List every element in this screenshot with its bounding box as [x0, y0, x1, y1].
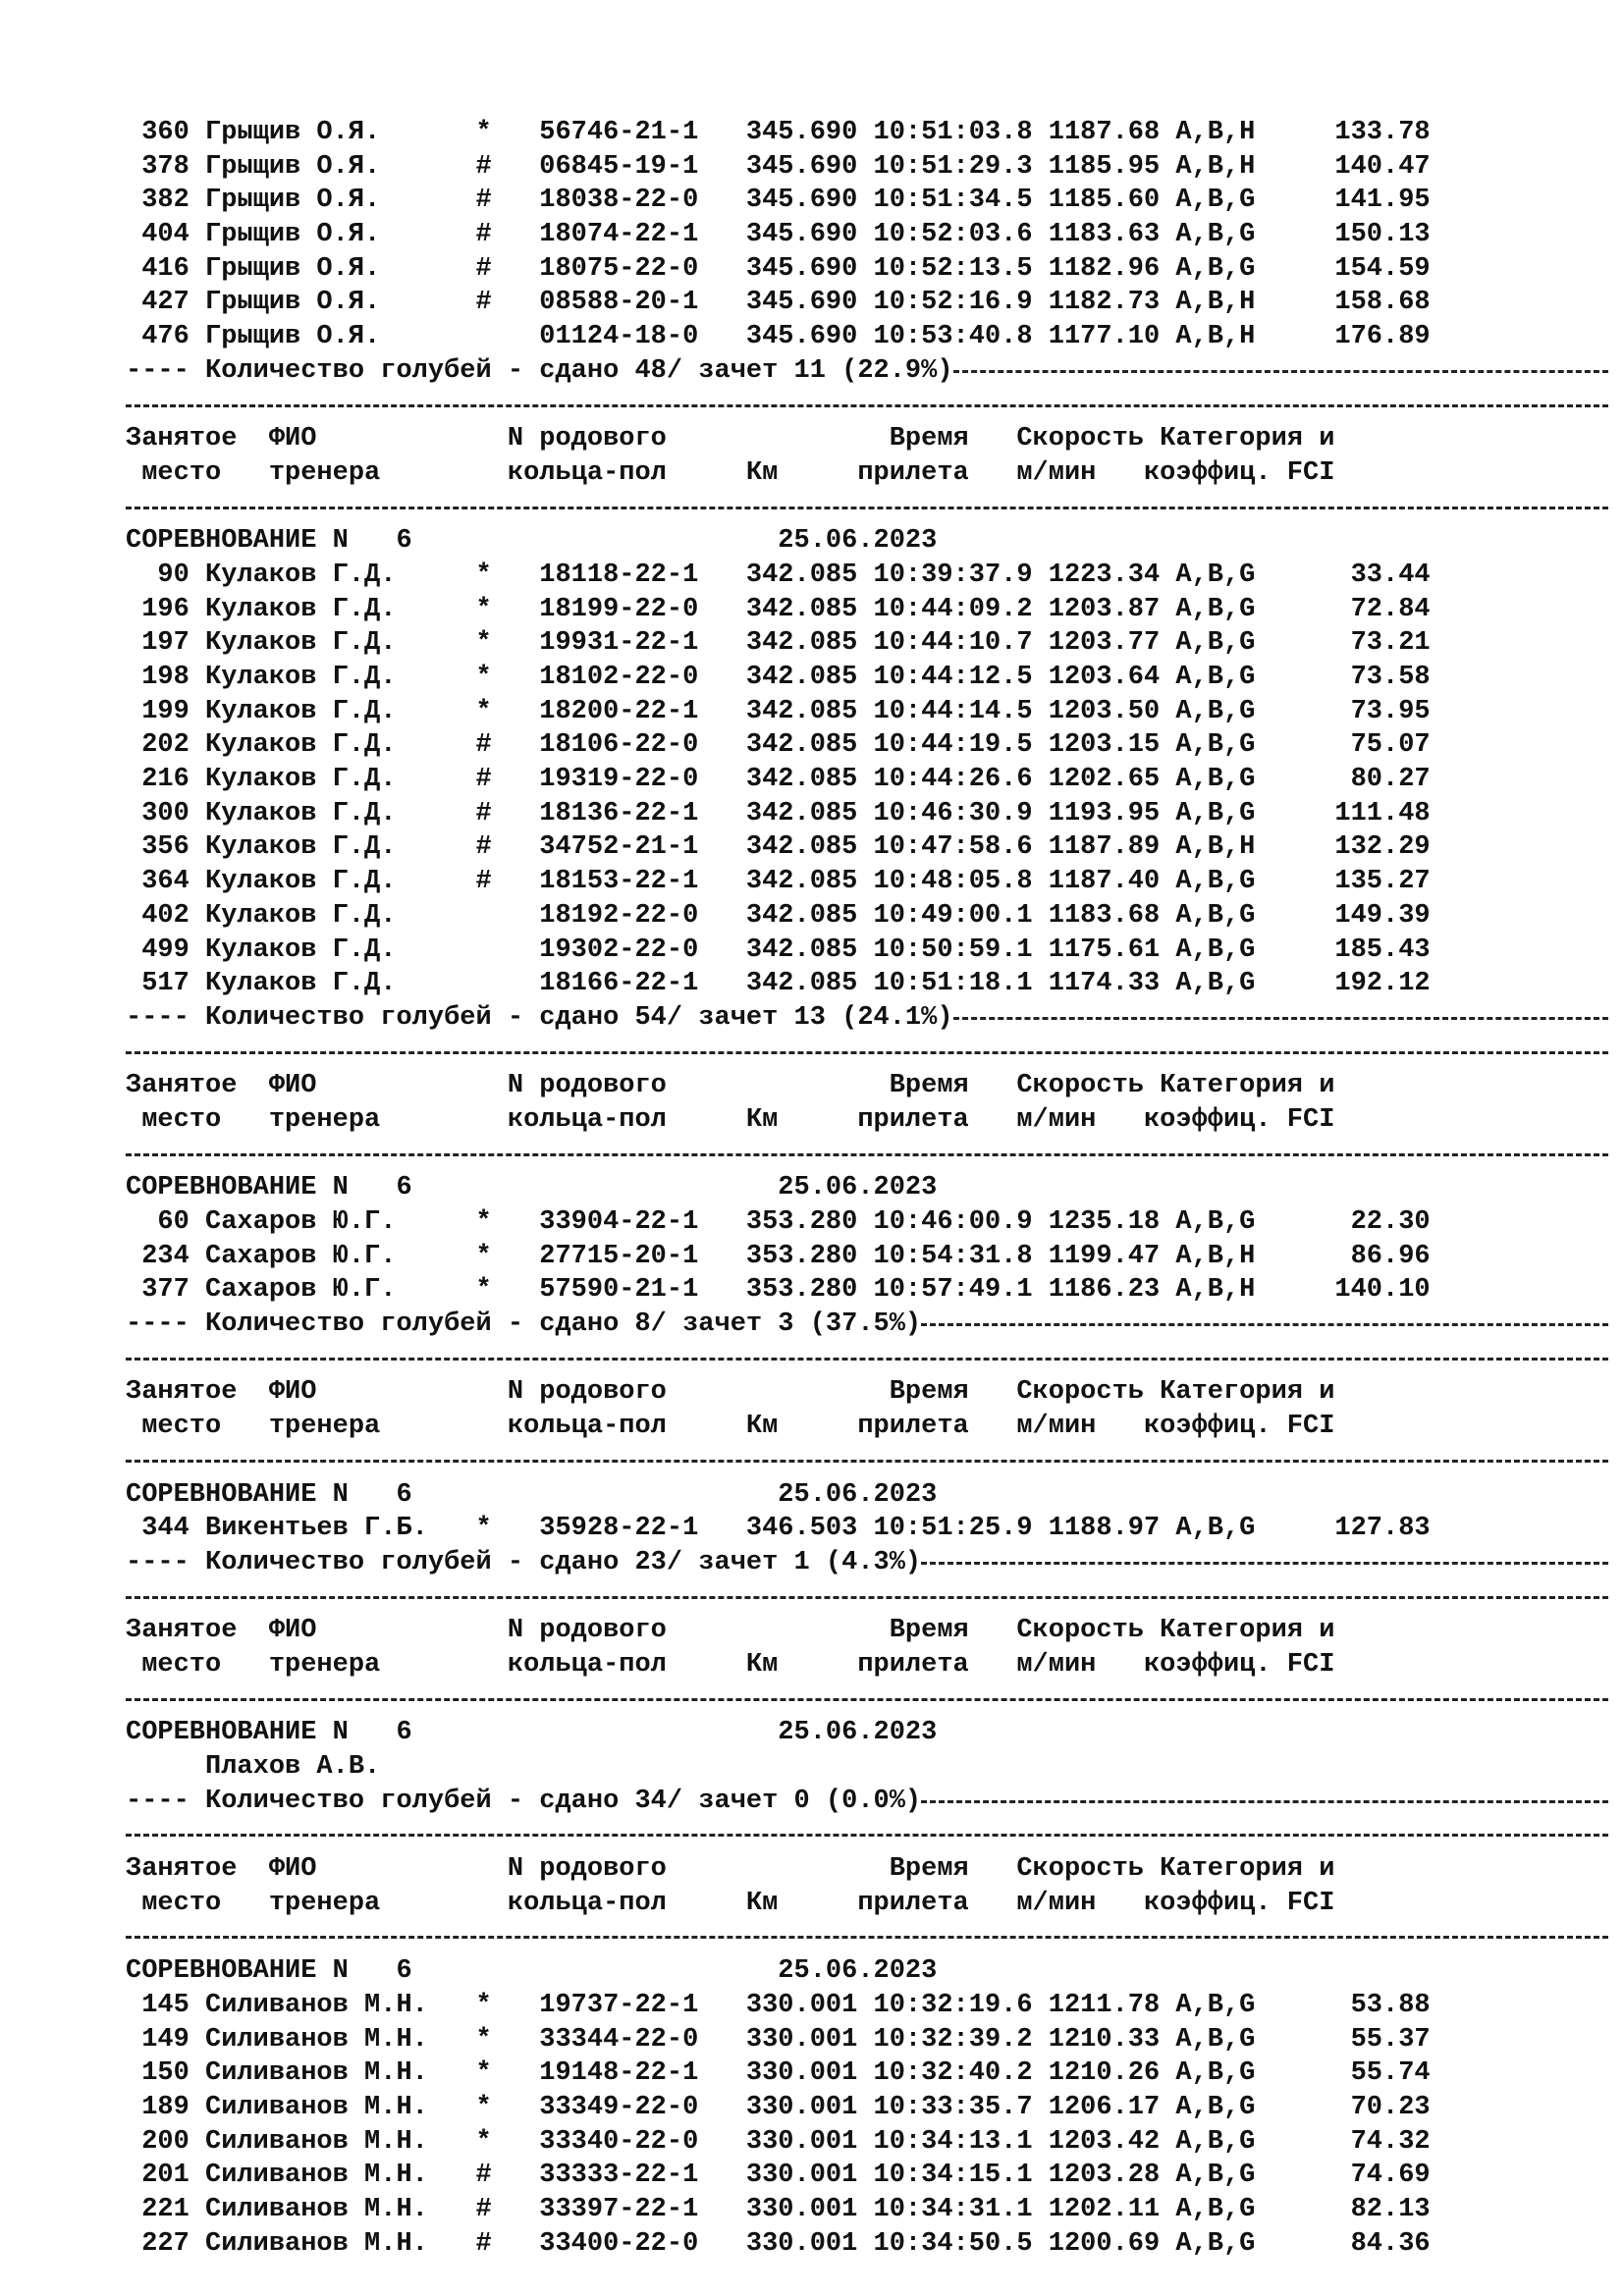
competition-title: СОРЕВНОВАНИЕ N 6 25.06.2023 — [126, 1479, 938, 1510]
result-row: 360 Грыщив О.Я. * 56746-21-1 345.690 10:51:03.8 1187.68 A,B,H 133.78 — [126, 118, 1431, 147]
result-row: 344 Викентьев Г.Б. * 35928-22-1 346.503 10:51:25.9 1188.97 A,B,G 127.83 — [126, 1514, 1431, 1544]
result-row: 300 Кулаков Г.Д. # 18136-22-1 342.085 10:46:30.9 1193.95 A,B,G 111.48 — [126, 798, 1431, 828]
results-report — [126, 116, 1608, 2261]
result-row: 404 Грыщив О.Я. # 18074-22-1 345.690 10:52:03.6 1183.63 A,B,G 150.13 — [126, 220, 1431, 250]
result-row: 60 Сахаров Ю.Г. * 33904-22-1 353.280 10:46:00.9 1235.18 A,B,G 22.30 — [126, 1207, 1431, 1237]
result-row: 377 Сахаров Ю.Г. * 57590-21-1 353.280 10:57:49.1 1186.23 A,B,H 140.10 — [126, 1275, 1431, 1306]
summary-text: ---- Количество голубей - сдано 48/ зачет 11 (22.9%) — [126, 355, 953, 386]
result-row: 150 Силиванов М.Н. * 19148-22-1 330.001 10:32:40.2 1210.26 A,B,G 55.74 — [126, 2058, 1431, 2089]
result-row: 197 Кулаков Г.Д. * 19931-22-1 342.085 10:44:10.7 1203.77 A,B,G 73.21 — [126, 628, 1431, 659]
column-header-line-1: Занятое ФИО N родового Время Скорость Категория и — [126, 1616, 1335, 1646]
competition-title: СОРЕВНОВАНИЕ N 6 25.06.2023 — [126, 1956, 938, 1987]
result-row: 196 Кулаков Г.Д. * 18199-22-0 342.085 10:44:09.2 1203.87 A,B,G 72.84 — [126, 594, 1431, 624]
column-header-line-2: место тренера кольца-пол Км прилета м/мин коэффиц. FCI — [126, 457, 1335, 488]
result-row: 517 Кулаков Г.Д. 18166-22-1 342.085 10:51:18.1 1174.33 A,B,G 192.12 — [126, 969, 1431, 999]
separator-line — [126, 1036, 1608, 1070]
column-header-line-1: Занятое ФИО N родового Время Скорость Категория и — [126, 1071, 1335, 1101]
pigeon-count-summary — [126, 1308, 1608, 1342]
result-row: 221 Силиванов М.Н. # 33397-22-1 330.001 10:34:31.1 1202.11 A,B,G 82.13 — [126, 2194, 1431, 2224]
summary-dash-fill — [953, 354, 1608, 389]
summary-dash-fill — [953, 1001, 1608, 1036]
result-row: 202 Кулаков Г.Д. # 18106-22-0 342.085 10:44:19.5 1203.15 A,B,G 75.07 — [126, 730, 1431, 761]
result-row: 201 Силиванов М.Н. # 33333-22-1 330.001 10:34:15.1 1203.28 A,B,G 74.69 — [126, 2161, 1431, 2191]
result-row: 199 Кулаков Г.Д. * 18200-22-1 342.085 10:44:14.5 1203.50 A,B,G 73.95 — [126, 696, 1431, 726]
result-row: 476 Грыщив О.Я. 01124-18-0 345.690 10:53:40.8 1177.10 A,B,H 176.89 — [126, 322, 1431, 352]
result-row: 189 Силиванов М.Н. * 33349-22-0 330.001 10:33:35.7 1206.17 A,B,G 70.23 — [126, 2092, 1431, 2122]
summary-text: ---- Количество голубей - сдано 34/ зачет 0 (0.0%) — [126, 1786, 922, 1816]
result-row: 378 Грыщив О.Я. # 06845-19-1 345.690 10:51:29.3 1185.95 A,B,H 140.47 — [126, 151, 1431, 182]
pigeon-count-summary — [126, 1001, 1608, 1036]
result-row: 356 Кулаков Г.Д. # 34752-21-1 342.085 10:47:58.6 1187.89 A,B,H 132.29 — [126, 832, 1431, 863]
result-row: 402 Кулаков Г.Д. 18192-22-0 342.085 10:49:00.1 1183.68 A,B,G 149.39 — [126, 900, 1431, 931]
separator-line — [126, 1580, 1608, 1615]
result-row: 382 Грыщив О.Я. # 18038-22-0 345.690 10:51:34.5 1185.60 A,B,G 141.95 — [126, 186, 1431, 216]
result-row: 227 Силиванов М.Н. # 33400-22-0 330.001 10:34:50.5 1200.69 A,B,G 84.36 — [126, 2228, 1431, 2259]
column-header-line-1: Занятое ФИО N родового Время Скорость Категория и — [126, 1377, 1335, 1408]
separator-line — [126, 1138, 1608, 1172]
competition-title: СОРЕВНОВАНИЕ N 6 25.06.2023 — [126, 1718, 938, 1748]
column-header-line-2: место тренера кольца-пол Км прилета м/мин коэффиц. FCI — [126, 1412, 1335, 1442]
pigeon-count-summary — [126, 354, 1608, 389]
summary-dash-fill — [921, 1308, 1608, 1342]
result-row: Плахов А.В. — [126, 1752, 381, 1782]
summary-dash-fill — [921, 1546, 1608, 1580]
competition-title: СОРЕВНОВАНИЕ N 6 25.06.2023 — [126, 1173, 938, 1203]
result-row: 149 Силиванов М.Н. * 33344-22-0 330.001 10:32:39.2 1210.33 A,B,G 55.37 — [126, 2024, 1431, 2055]
result-row: 90 Кулаков Г.Д. * 18118-22-1 342.085 10:39:37.9 1223.34 A,B,G 33.44 — [126, 560, 1431, 590]
separator-line — [126, 491, 1608, 525]
column-header-line-2: место тренера кольца-пол Км прилета м/мин коэффиц. FCI — [126, 1649, 1335, 1680]
result-row: 234 Сахаров Ю.Г. * 27715-20-1 353.280 10:54:31.8 1199.47 A,B,H 86.96 — [126, 1241, 1431, 1271]
result-row: 499 Кулаков Г.Д. 19302-22-0 342.085 10:50:59.1 1175.61 A,B,G 185.43 — [126, 934, 1431, 965]
summary-text: ---- Количество голубей - сдано 8/ зачет 3 (37.5%) — [126, 1309, 922, 1340]
pigeon-count-summary — [126, 1785, 1608, 1819]
summary-text: ---- Количество голубей - сдано 23/ зачет 1 (4.3%) — [126, 1547, 922, 1577]
result-row: 200 Силиванов М.Н. * 33340-22-0 330.001 10:34:13.1 1203.42 A,B,G 74.32 — [126, 2126, 1431, 2157]
column-header-line-1: Занятое ФИО N родового Время Скорость Категория и — [126, 424, 1335, 454]
separator-line — [126, 1444, 1608, 1478]
result-row: 198 Кулаков Г.Д. * 18102-22-0 342.085 10:44:12.5 1203.64 A,B,G 73.58 — [126, 663, 1431, 692]
separator-line — [126, 1818, 1608, 1852]
separator-line — [126, 1682, 1608, 1717]
result-row: 416 Грыщив О.Я. # 18075-22-0 345.690 10:52:13.5 1182.96 A,B,G 154.59 — [126, 253, 1431, 284]
pigeon-count-summary — [126, 1546, 1608, 1580]
column-header-line-2: место тренера кольца-пол Км прилета м/мин коэффиц. FCI — [126, 1888, 1335, 1918]
result-row: 145 Силиванов М.Н. * 19737-22-1 330.001 10:32:19.6 1211.78 A,B,G 53.88 — [126, 1990, 1431, 2020]
separator-line — [126, 1920, 1608, 1954]
competition-title: СОРЕВНОВАНИЕ N 6 25.06.2023 — [126, 526, 938, 557]
result-row: 216 Кулаков Г.Д. # 19319-22-0 342.085 10:44:26.6 1202.65 A,B,G 80.27 — [126, 765, 1431, 795]
separator-line — [126, 1342, 1608, 1376]
column-header-line-2: место тренера кольца-пол Км прилета м/мин коэффиц. FCI — [126, 1104, 1335, 1135]
result-row: 364 Кулаков Г.Д. # 18153-22-1 342.085 10:48:05.8 1187.40 A,B,G 135.27 — [126, 867, 1431, 897]
summary-text: ---- Количество голубей - сдано 54/ зачет 13 (24.1%) — [126, 1002, 953, 1033]
separator-line — [126, 389, 1608, 423]
summary-dash-fill — [921, 1785, 1608, 1819]
result-row: 427 Грыщив О.Я. # 08588-20-1 345.690 10:52:16.9 1182.73 A,B,H 158.68 — [126, 288, 1431, 318]
column-header-line-1: Занятое ФИО N родового Время Скорость Категория и — [126, 1854, 1335, 1885]
